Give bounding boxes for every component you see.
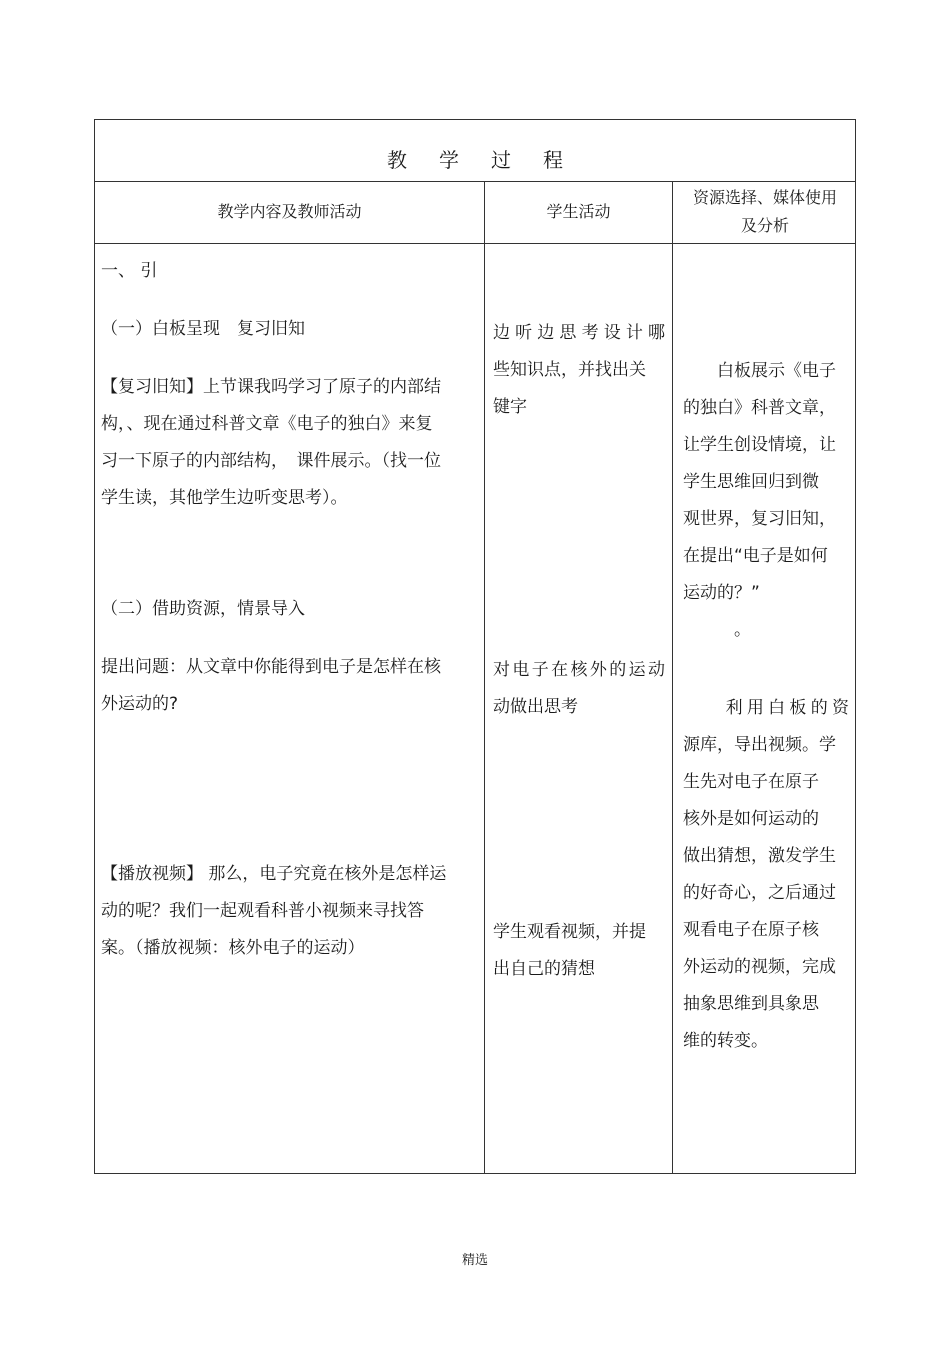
divider bbox=[484, 181, 485, 1173]
table-title: 教学过程 bbox=[387, 148, 595, 172]
text-line: 运动的？” bbox=[683, 583, 760, 603]
text-line: 外运动的? bbox=[101, 694, 179, 714]
text-line: 抽象思维到具象思 bbox=[683, 994, 819, 1014]
text-line: 让学生创设情境，让 bbox=[683, 435, 836, 455]
text-line: 些知识点，并找出关 bbox=[493, 360, 646, 380]
text-line: 提出问题：从文章中你能得到电子是怎样在核 bbox=[101, 657, 441, 677]
video-paragraph bbox=[101, 856, 475, 967]
teaching-process-table bbox=[94, 119, 856, 1174]
text-line: 的好奇心，之后通过 bbox=[683, 883, 836, 903]
text-line: 外运动的视频，完成 bbox=[683, 957, 836, 977]
text-line: 维的转变。 bbox=[683, 1031, 768, 1051]
text-line: 键字 bbox=[493, 397, 527, 417]
section-heading: 一、 引 bbox=[101, 261, 158, 281]
text-line: 生先对电子在原子 bbox=[683, 772, 819, 792]
student-activity-2 bbox=[493, 652, 665, 726]
header-resources bbox=[673, 184, 857, 240]
subsection-review: （一）白板呈现 复习旧知 bbox=[101, 319, 305, 339]
text-line: 源库，导出视频。学 bbox=[683, 735, 836, 755]
review-paragraph bbox=[101, 369, 475, 517]
text-line: 习一下原子的内部结构， 课件展示。（找一位 bbox=[101, 451, 441, 471]
resource-analysis-2 bbox=[683, 690, 849, 1060]
text-line: 出自己的猜想 bbox=[493, 959, 595, 979]
page-footer: 精选 bbox=[461, 1253, 488, 1268]
student-activity-1 bbox=[493, 315, 665, 426]
subsection-introduction: （二）借助资源，情景导入 bbox=[101, 599, 305, 619]
text-line: 白板展示《电子 bbox=[683, 361, 836, 381]
divider bbox=[672, 181, 673, 1173]
divider bbox=[95, 181, 855, 182]
text-line: 学生读，其他学生边听变思考）。 bbox=[101, 488, 348, 508]
text-line: 观看电子在原子核 bbox=[683, 920, 819, 940]
student-activity-3 bbox=[493, 914, 665, 988]
text-line: 在提出“电子是如何 bbox=[683, 546, 828, 566]
text-line: 案。（播放视频：核外电子的运动） bbox=[101, 938, 365, 958]
header-student-activity: 学生活动 bbox=[546, 202, 611, 221]
header-teacher-activity: 教学内容及教师活动 bbox=[217, 202, 362, 221]
text-line: 【复习旧知】上节课我吗学习了原子的内部结 bbox=[101, 377, 441, 397]
question-paragraph bbox=[101, 649, 475, 723]
header-resources-line1: 资源选择、媒体使用 bbox=[692, 188, 837, 207]
text-line: 做出猜想，激发学生 bbox=[683, 846, 836, 866]
text-line: 的独白》科普文章， bbox=[683, 398, 836, 418]
text-line: 。 bbox=[683, 620, 751, 640]
text-line: 学生观看视频，并提 bbox=[493, 922, 646, 942]
text-line: 动的呢？我们一起观看科普小视频来寻找答 bbox=[101, 901, 424, 921]
text-line: 动做出思考 bbox=[493, 697, 578, 717]
text-line: 【播放视频】 那么，电子究竟在核外是怎样运 bbox=[101, 864, 447, 884]
text-line: 利用白板的资 bbox=[683, 698, 849, 718]
text-line: 对电子在核外的运动 bbox=[493, 660, 665, 680]
text-line: 观世界，复习旧知， bbox=[683, 509, 836, 529]
divider bbox=[95, 243, 855, 244]
text-line: 边听边思考设计哪 bbox=[493, 323, 665, 343]
text-line: 构，、现在通过科普文章《电子的独白》来复 bbox=[101, 414, 433, 434]
header-resources-line2: 及分析 bbox=[740, 216, 789, 235]
text-line: 学生思维回归到微 bbox=[683, 472, 819, 492]
text-line: 核外是如何运动的 bbox=[683, 809, 819, 829]
resource-analysis-1 bbox=[683, 353, 849, 649]
